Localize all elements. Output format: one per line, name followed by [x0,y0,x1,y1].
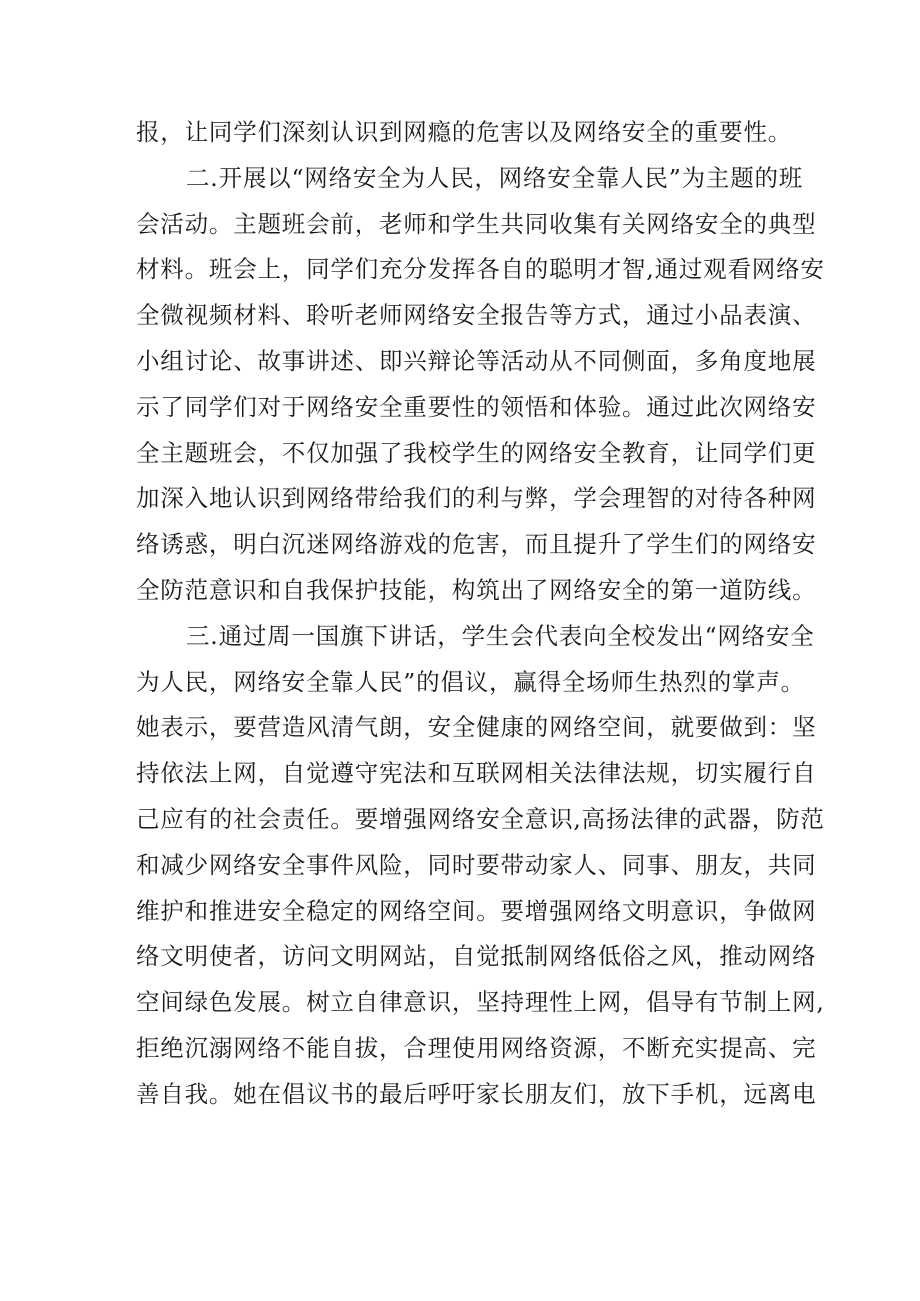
text-line: 络诱惑，明白沉迷网络游戏的危害，而且提升了学生们的网络安 [136,530,817,559]
text-line: 全微视频材料、聆听老师网络安全报告等方式，通过小品表演、 [136,301,817,330]
text-line: 为人民，网络安全靠人民”的倡议，赢得全场师生热烈的掌声。 [136,667,805,696]
paragraph-first-line: 二.开展以“网络安全为人民，网络安全靠人民”为主题的班 [186,163,804,192]
text-line: 加深入地认识到网络带给我们的利与弊，学会理智的对待各种网 [136,484,817,513]
text-line: 善自我。她在倡议书的最后呼吁家长朋友们，放下手机，远离电 [136,1079,817,1108]
text-line: 络文明使者，访问文明网站，自觉抵制网络低俗之风，推动网络 [136,942,817,971]
paragraph-first-line: 三.通过周一国旗下讲话，学生会代表向全校发出“网络安全 [186,621,815,650]
text-line: 拒绝沉溺网络不能自拔，合理使用网络资源，不断充实提高、完 [136,1033,817,1062]
text-line: 她表示，要营造风清气朗，安全健康的网络空间，就要做到：坚 [136,713,817,742]
text-line: 全主题班会，不仅加强了我校学生的网络安全教育，让同学们更 [136,438,817,467]
text-line: 空间绿色发展。树立自律意识，坚持理性上网，倡导有节制上网, [136,988,825,1017]
text-line: 己应有的社会责任。要增强网络安全意识,高扬法律的武器，防范 [136,804,825,833]
text-line: 和减少网络安全事件风险，同时要带动家人、同事、朋友，共同 [136,850,817,879]
text-line: 会活动。主题班会前，老师和学生共同收集有关网络安全的典型 [136,209,817,238]
text-line: 示了同学们对于网络安全重要性的领悟和体验。通过此次网络安 [136,392,817,421]
text-line: 报，让同学们深刻认识到网瘾的危害以及网络安全的重要性。 [136,118,793,146]
text-line: 维护和推进安全稳定的网络空间。要增强网络文明意识，争做网 [136,896,817,925]
text-line: 持依法上网，自觉遵守宪法和互联网相关法律法规，切实履行自 [136,759,817,788]
document-body [136,110,825,1118]
text-line: 小组讨论、故事讲述、即兴辩论等活动从不同侧面，多角度地展 [136,346,817,375]
text-line: 材料。班会上，同学们充分发挥各自的聪明才智,通过观看网络安 [136,255,825,284]
text-line: 全防范意识和自我保护技能，构筑出了网络安全的第一道防线。 [136,575,817,604]
